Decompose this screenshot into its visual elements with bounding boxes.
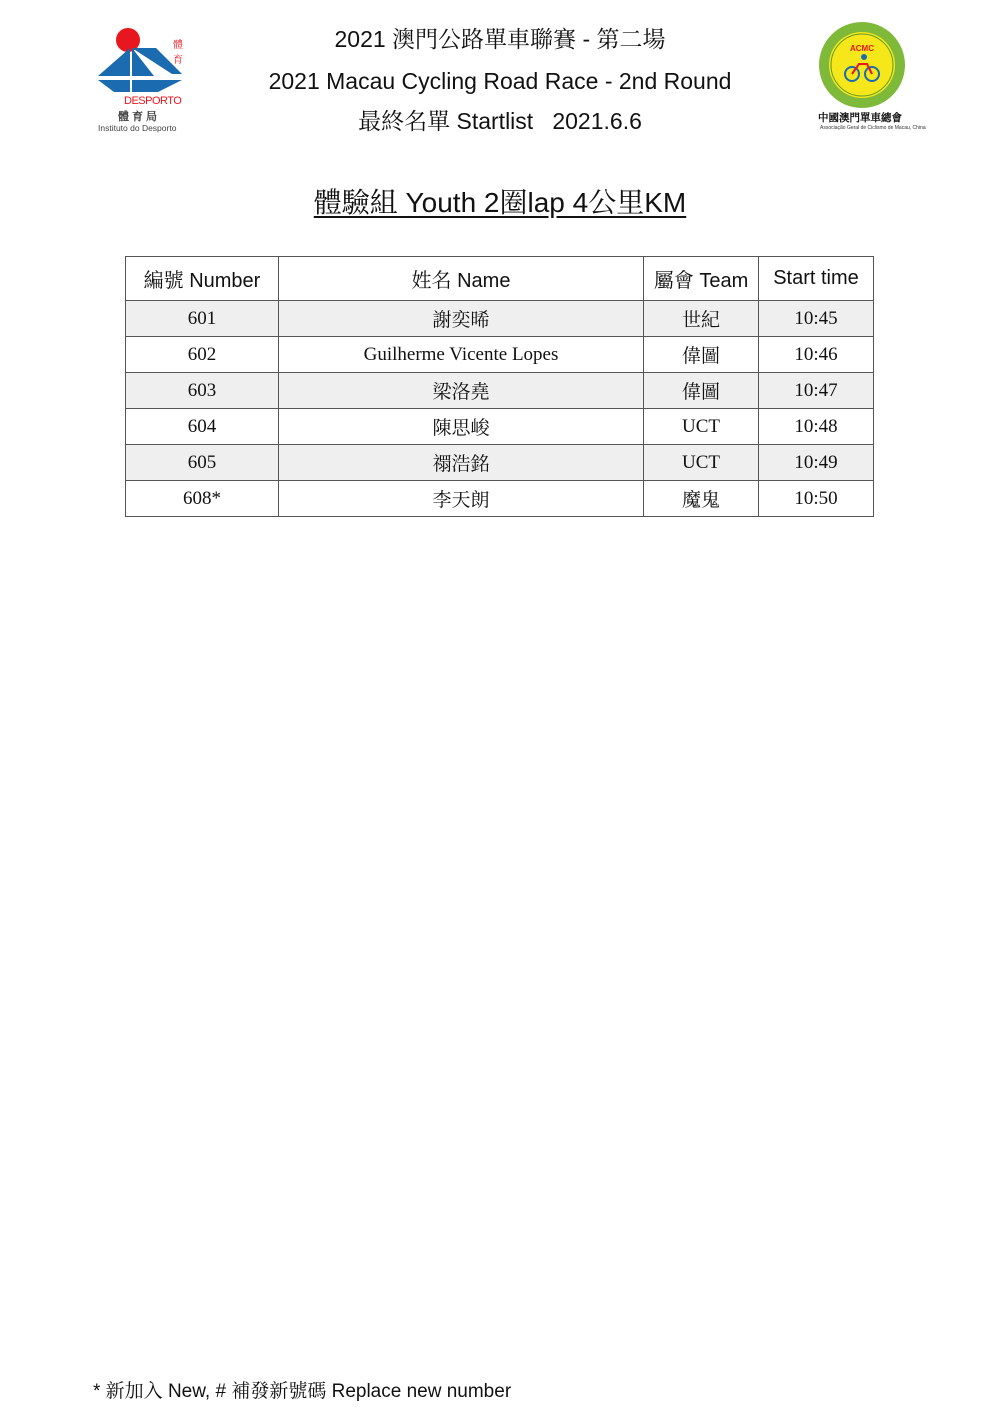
rider-team: 魔鬼 [644, 481, 759, 517]
desporto-label-zh: 體育局 [118, 111, 160, 123]
rider-name: 陳思峻 [279, 409, 644, 445]
rider-start-time: 10:49 [759, 445, 874, 481]
rider-start-time: 10:45 [759, 301, 874, 337]
column-header-start-time: Start time [759, 257, 874, 301]
rider-name: 謝奕晞 [279, 301, 644, 337]
rider-number: 603 [126, 373, 279, 409]
svg-text:育: 育 [173, 55, 183, 66]
rider-name: 李天朗 [279, 481, 644, 517]
subtitle-startlist: 最終名單 Startlist 2021.6.6 [358, 108, 642, 134]
cycling-association-emblem-icon [812, 20, 912, 110]
column-header-team: 屬會 Team [644, 257, 759, 301]
rider-name: 禤浩銘 [279, 445, 644, 481]
acmc-label-zh: 中國澳門單車總會 [818, 112, 902, 124]
table-header-row [126, 257, 874, 301]
rider-number: 608* [126, 481, 279, 517]
category-title: 體驗組 Youth 2圈lap 4公里KM [313, 187, 687, 218]
desporto-label-pt: Instituto do Desporto [98, 123, 177, 133]
rider-start-time: 10:50 [759, 481, 874, 517]
rider-number: 602 [126, 337, 279, 373]
title-zh: 2021 澳門公路單車聯賽 - 第二場 [334, 26, 666, 52]
rider-number: 604 [126, 409, 279, 445]
rider-name: 梁洛堯 [279, 373, 644, 409]
table-row [126, 445, 874, 481]
acmc-logo [812, 20, 926, 135]
footnote-legend: * 新加入 New, # 補發新號碼 Replace new number [93, 1381, 512, 1402]
table-row [126, 337, 874, 373]
rider-team: UCT [644, 409, 759, 445]
table-row [126, 373, 874, 409]
rider-team: UCT [644, 445, 759, 481]
rider-name: Guilherme Vicente Lopes [279, 337, 644, 373]
rider-number: 601 [126, 301, 279, 337]
title-en: 2021 Macau Cycling Road Race - 2nd Round [268, 68, 732, 94]
rider-start-time: 10:46 [759, 337, 874, 373]
acmc-label-pt: Associação Geral de Ciclismo de Macau, China [820, 125, 926, 131]
startlist-table [125, 256, 874, 517]
rider-number: 605 [126, 445, 279, 481]
rider-team: 偉圖 [644, 373, 759, 409]
column-header-number: 編號 Number [126, 257, 279, 301]
rider-start-time: 10:48 [759, 409, 874, 445]
svg-text:ACMC: ACMC [850, 44, 874, 53]
column-header-name: 姓名 Name [279, 257, 644, 301]
rider-team: 世紀 [644, 301, 759, 337]
rider-start-time: 10:47 [759, 373, 874, 409]
svg-text:DESPORTO: DESPORTO [124, 95, 182, 107]
table-row [126, 301, 874, 337]
rider-team: 偉圖 [644, 337, 759, 373]
table-row [126, 481, 874, 517]
table-row [126, 409, 874, 445]
svg-text:體: 體 [173, 40, 183, 51]
